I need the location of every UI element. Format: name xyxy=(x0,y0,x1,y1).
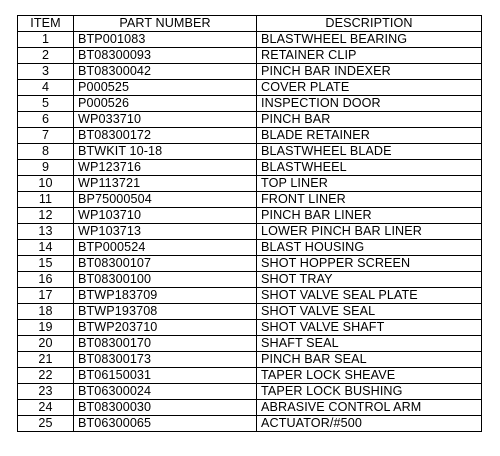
cell-part-number: WP103713 xyxy=(74,224,257,240)
table-row xyxy=(18,80,482,96)
table-row xyxy=(18,320,482,336)
table-row xyxy=(18,336,482,352)
table-row xyxy=(18,96,482,112)
cell-description: LOWER PINCH BAR LINER xyxy=(257,224,482,240)
cell-item: 3 xyxy=(18,64,74,80)
cell-item: 14 xyxy=(18,240,74,256)
cell-part-number: BT08300030 xyxy=(74,400,257,416)
cell-description: SHOT TRAY xyxy=(257,272,482,288)
cell-description: SHOT VALVE SHAFT xyxy=(257,320,482,336)
cell-description: PINCH BAR LINER xyxy=(257,208,482,224)
table-row xyxy=(18,192,482,208)
cell-item: 23 xyxy=(18,384,74,400)
header-part-number: PART NUMBER xyxy=(74,16,257,32)
cell-description: SHOT HOPPER SCREEN xyxy=(257,256,482,272)
table-row xyxy=(18,304,482,320)
cell-description: COVER PLATE xyxy=(257,80,482,96)
table-row xyxy=(18,400,482,416)
cell-part-number: BTWP203710 xyxy=(74,320,257,336)
cell-description: BLASTWHEEL BLADE xyxy=(257,144,482,160)
cell-part-number: BT08300100 xyxy=(74,272,257,288)
table-row xyxy=(18,208,482,224)
cell-part-number: P000526 xyxy=(74,96,257,112)
parts-list-table xyxy=(17,15,482,432)
table-header xyxy=(18,16,482,32)
table-row xyxy=(18,272,482,288)
cell-item: 5 xyxy=(18,96,74,112)
table-body xyxy=(18,32,482,432)
cell-item: 25 xyxy=(18,416,74,432)
cell-description: BLADE RETAINER xyxy=(257,128,482,144)
table-row xyxy=(18,48,482,64)
cell-item: 22 xyxy=(18,368,74,384)
cell-description: BLAST HOUSING xyxy=(257,240,482,256)
cell-part-number: BT08300042 xyxy=(74,64,257,80)
cell-part-number: BTWP193708 xyxy=(74,304,257,320)
table-row xyxy=(18,144,482,160)
cell-description: SHOT VALVE SEAL xyxy=(257,304,482,320)
table-row xyxy=(18,128,482,144)
cell-item: 9 xyxy=(18,160,74,176)
cell-description: INSPECTION DOOR xyxy=(257,96,482,112)
cell-part-number: BT06300065 xyxy=(74,416,257,432)
cell-description: TOP LINER xyxy=(257,176,482,192)
cell-part-number: BTP000524 xyxy=(74,240,257,256)
cell-description: FRONT LINER xyxy=(257,192,482,208)
cell-part-number: BT06150031 xyxy=(74,368,257,384)
cell-item: 24 xyxy=(18,400,74,416)
table-row xyxy=(18,112,482,128)
cell-description: SHAFT SEAL xyxy=(257,336,482,352)
cell-part-number: WP033710 xyxy=(74,112,257,128)
cell-item: 12 xyxy=(18,208,74,224)
cell-part-number: BTP001083 xyxy=(74,32,257,48)
cell-part-number: BTWP183709 xyxy=(74,288,257,304)
cell-part-number: BT08300107 xyxy=(74,256,257,272)
cell-item: 11 xyxy=(18,192,74,208)
table-row xyxy=(18,64,482,80)
table-row xyxy=(18,240,482,256)
cell-item: 18 xyxy=(18,304,74,320)
cell-item: 20 xyxy=(18,336,74,352)
cell-description: SHOT VALVE SEAL PLATE xyxy=(257,288,482,304)
cell-part-number: WP123716 xyxy=(74,160,257,176)
cell-description: ACTUATOR/#500 xyxy=(257,416,482,432)
cell-item: 8 xyxy=(18,144,74,160)
cell-description: PINCH BAR SEAL xyxy=(257,352,482,368)
table-row xyxy=(18,32,482,48)
cell-description: PINCH BAR xyxy=(257,112,482,128)
cell-part-number: P000525 xyxy=(74,80,257,96)
table-row xyxy=(18,224,482,240)
header-row xyxy=(18,16,482,32)
cell-item: 21 xyxy=(18,352,74,368)
cell-part-number: BT06300024 xyxy=(74,384,257,400)
cell-item: 10 xyxy=(18,176,74,192)
table-row xyxy=(18,288,482,304)
cell-item: 19 xyxy=(18,320,74,336)
header-description: DESCRIPTION xyxy=(257,16,482,32)
table-row xyxy=(18,384,482,400)
cell-description: BLASTWHEEL BEARING xyxy=(257,32,482,48)
table-row xyxy=(18,256,482,272)
table-row xyxy=(18,176,482,192)
cell-item: 4 xyxy=(18,80,74,96)
cell-description: TAPER LOCK BUSHING xyxy=(257,384,482,400)
cell-description: ABRASIVE CONTROL ARM xyxy=(257,400,482,416)
cell-part-number: WP113721 xyxy=(74,176,257,192)
cell-item: 2 xyxy=(18,48,74,64)
cell-part-number: BP75000504 xyxy=(74,192,257,208)
cell-item: 17 xyxy=(18,288,74,304)
table-row xyxy=(18,416,482,432)
cell-part-number: BTWKIT 10-18 xyxy=(74,144,257,160)
cell-item: 1 xyxy=(18,32,74,48)
cell-item: 7 xyxy=(18,128,74,144)
cell-part-number: BT08300172 xyxy=(74,128,257,144)
cell-description: PINCH BAR INDEXER xyxy=(257,64,482,80)
cell-item: 13 xyxy=(18,224,74,240)
table-row xyxy=(18,352,482,368)
cell-part-number: BT08300170 xyxy=(74,336,257,352)
cell-item: 6 xyxy=(18,112,74,128)
cell-description: BLASTWHEEL xyxy=(257,160,482,176)
table-row xyxy=(18,368,482,384)
table-row xyxy=(18,160,482,176)
cell-part-number: BT08300093 xyxy=(74,48,257,64)
header-item: ITEM xyxy=(18,16,74,32)
cell-item: 16 xyxy=(18,272,74,288)
cell-item: 15 xyxy=(18,256,74,272)
cell-description: TAPER LOCK SHEAVE xyxy=(257,368,482,384)
cell-part-number: BT08300173 xyxy=(74,352,257,368)
cell-description: RETAINER CLIP xyxy=(257,48,482,64)
cell-part-number: WP103710 xyxy=(74,208,257,224)
